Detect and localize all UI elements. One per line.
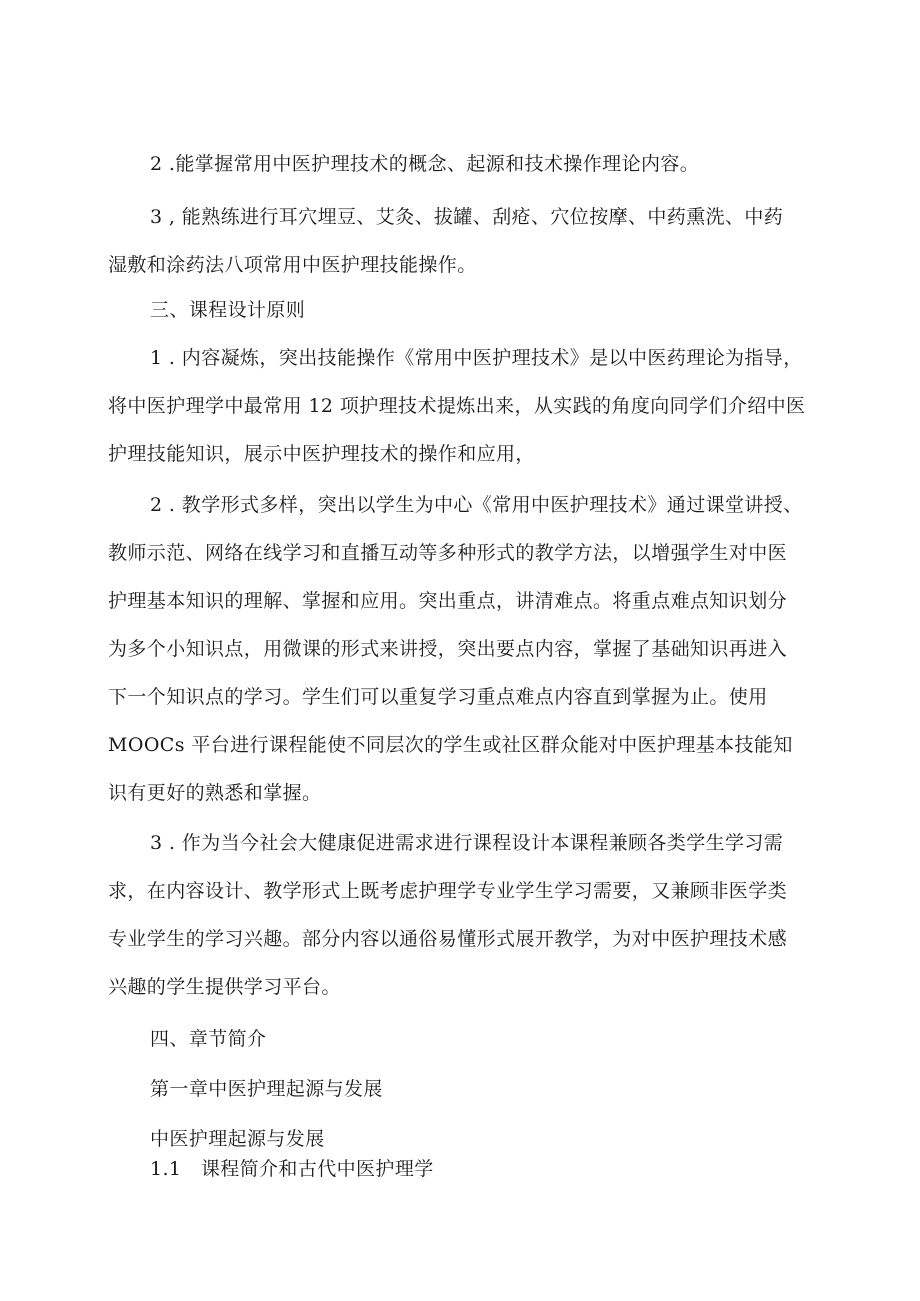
objective-2-line-1: 2 .能掌握常用中医护理技术的概念、起源和技术操作理论内容。 [150, 153, 700, 175]
principle-2-line-7: 识有更好的熟悉和掌握。 [108, 782, 322, 804]
chapter-1-section-1-1: 1.1 课程简介和古代中医护理学 [150, 1158, 434, 1180]
principle-3-line-4: 兴趣的学生提供学习平台。 [108, 976, 341, 998]
principle-2-line-2: 教师示范、网络在线学习和直播互动等多种形式的教学方法，以增强学生对中医 [108, 542, 788, 564]
principle-1-line-2: 将中医护理学中最常用 12 项护理技术提炼出来，从实践的角度向同学们介绍中医 [108, 395, 806, 417]
principle-3-line-1: 3 . 作为当今社会大健康促进需求进行课程设计本课程兼顾各类学生学习需 [150, 832, 784, 854]
chapter-1-subtitle: 中医护理起源与发展 [150, 1128, 325, 1150]
objective-3-line-1: 3 , 能熟练进行耳穴埋豆、艾灸、拔罐、刮疮、穴位按摩、中药熏洗、中药 [150, 206, 784, 228]
principle-3-line-2: 求，在内容设计、教学形式上既考虑护理学专业学生学习需要，又兼顾非医学类 [108, 880, 788, 902]
section-heading-chapters: 四、章节简介 [150, 1028, 267, 1050]
principle-3-line-3: 专业学生的学习兴趣。部分内容以通俗易懂形式展开教学，为对中医护理技术感 [108, 928, 788, 950]
principle-2-line-1: 2 . 教学形式多样，突出以学生为中心《常用中医护理技术》通过课堂讲授、 [150, 494, 803, 516]
principle-2-line-3: 护理基本知识的理解、掌握和应用。突出重点，讲清难点。将重点难点知识划分 [108, 590, 788, 612]
principle-1-line-3: 护理技能知识，展示中医护理技术的操作和应用， [108, 443, 535, 465]
principle-1-line-1: 1 . 内容凝炼，突出技能操作《常用中医护理技术》是以中医药理论为指导， [150, 347, 803, 369]
objective-3-line-2: 湿敷和涂药法八项常用中医护理技能操作。 [108, 254, 477, 276]
principle-2-line-5: 下一个知识点的学习。学生们可以重复学习重点难点内容直到掌握为止。使用 [108, 686, 768, 708]
principle-2-line-6: MOOCs 平台进行课程能使不同层次的学生或社区群众能对中医护理基本技能知 [108, 734, 793, 756]
principle-2-line-4: 为多个小知识点，用微课的形式来讲授，突出要点内容，掌握了基础知识再进入 [108, 638, 788, 660]
chapter-1-title: 第一章中医护理起源与发展 [150, 1078, 383, 1100]
section-heading-course-design: 三、课程设计原则 [150, 299, 306, 321]
